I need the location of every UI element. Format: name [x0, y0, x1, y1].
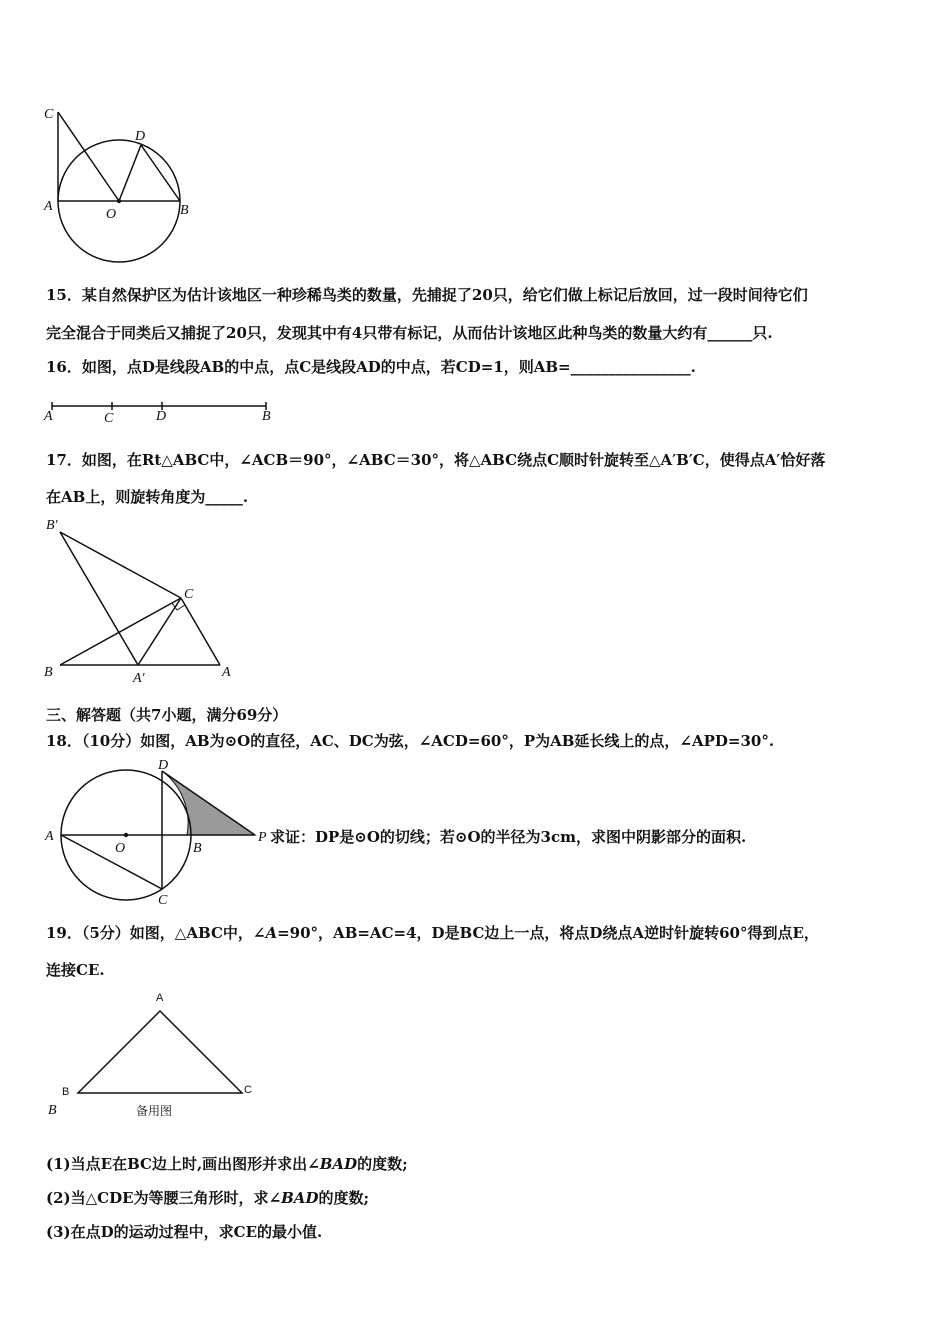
q19-text: 19．（5分）如图，△ABC中，	[46, 924, 253, 942]
segment-b-prime-c	[60, 532, 181, 598]
label-a: A	[44, 409, 53, 424]
figure-q18-circle	[40, 756, 280, 906]
q17-period: .	[242, 488, 249, 506]
figure-q19-triangle	[40, 985, 270, 1125]
q19-sub1-text: (1)当点E在BC边上时,画出图形并求出	[46, 1155, 308, 1173]
figure-q14-circle	[38, 100, 208, 270]
segment-od	[119, 145, 141, 201]
label-a: A	[45, 829, 54, 844]
q16-text	[46, 357, 696, 377]
label-d: D	[158, 758, 169, 773]
q19-sub1-angle: ∠BAD	[307, 1155, 358, 1173]
label-c: C	[184, 587, 194, 602]
section-heading: 三、解答题（共7小题，满分69分）	[46, 706, 288, 724]
label-b: B	[193, 841, 202, 856]
q17-line2	[46, 487, 248, 507]
q19-line1	[46, 923, 819, 943]
center-dot	[124, 833, 128, 837]
label-a-prime: A′	[133, 671, 145, 686]
q19-sub2	[46, 1188, 369, 1208]
q17-answer-blank[interactable]: _____	[205, 488, 243, 506]
q18-line2: 求证：DP是⊙O的切线；若⊙O的半径为3cm，求图中阴影部分的面积.	[270, 828, 747, 846]
label-c: C	[244, 1084, 252, 1096]
segment-db	[141, 145, 180, 201]
q16-period: .	[690, 358, 696, 376]
q19-sub3: (3)在点D的运动过程中，求CE的最小值.	[46, 1223, 323, 1241]
figure-q17-triangles	[38, 512, 248, 692]
q19-sub2-text: (2)当△CDE为等腰三角形时，求	[46, 1189, 269, 1207]
segment-c-a-prime	[138, 598, 181, 665]
q19-sub1	[46, 1154, 408, 1174]
label-a: A	[156, 992, 164, 1004]
label-b: B	[180, 203, 189, 218]
q15-text-end: 只.	[752, 324, 773, 342]
q17-text: 在AB上，则旋转角度为	[46, 488, 206, 506]
label-p: P	[258, 830, 267, 845]
q19-sub2-angle: ∠BAD	[268, 1189, 319, 1207]
label-c: C	[158, 893, 168, 908]
segment-bc	[60, 598, 181, 665]
label-b: B	[262, 409, 271, 424]
q15-line1: 15．某自然保护区为估计该地区一种珍稀鸟类的数量，先捕捉了20只，给它们做上标记后放回，过一段时间待它们	[46, 286, 808, 304]
segment-b-prime-a-prime	[60, 532, 138, 665]
q19-sub1-text-b: 的度数;	[357, 1155, 408, 1173]
label-b: B	[44, 665, 53, 680]
label-d: D	[156, 409, 167, 424]
segment-ac	[61, 835, 162, 889]
q18-line1: 18．（10分）如图，AB为⊙O的直径，AC、DC为弦，∠ACD=60°，P为AB延长线上的点，∠APD=30°.	[46, 732, 775, 750]
segment-ca	[181, 598, 220, 665]
label-c: C	[104, 411, 114, 426]
q15-line2	[46, 323, 773, 343]
label-o: O	[115, 841, 126, 856]
q15-answer-blank[interactable]: ______	[707, 324, 753, 342]
label-d: D	[135, 129, 146, 144]
label-a: A	[222, 665, 231, 680]
q19-sub2-text-b: 的度数;	[318, 1189, 370, 1207]
q17-line1: 17．如图，在Rt△ABC中，∠ACB＝90°，∠ABC＝30°，将△ABC绕点C顺时针旋转至△A′B′C，使得点A′恰好落	[46, 451, 826, 469]
label-a: A	[44, 199, 53, 214]
figure-caption: 备用图	[136, 1104, 173, 1118]
triangle-abc	[78, 1011, 242, 1093]
q16-answer-blank[interactable]: ________________	[570, 358, 691, 376]
label-b: B	[62, 1086, 70, 1098]
q16-question: 16．如图，点D是线段AB的中点，点C是线段AD的中点，若CD=1，则AB=	[46, 358, 571, 376]
q19-line2: 连接CE.	[46, 961, 105, 979]
label-o: O	[106, 207, 117, 222]
center-dot	[117, 199, 121, 203]
label-c: C	[44, 107, 54, 122]
segment-co	[58, 112, 119, 201]
q15-text: 完全混合于同类后又捕捉了20只，发现其中有4只带有标记，从而估计该地区此种鸟类的数量大约有	[46, 324, 708, 342]
q19-text-b: =90°，AB=AC=4，D是BC边上一点，将点D绕点A逆时针旋转60°得到点E，	[277, 924, 819, 942]
label-b-outer: B	[48, 1103, 57, 1118]
q19-angle: ∠A	[252, 924, 278, 942]
figure-q16-segment	[40, 398, 280, 428]
label-b-prime: B′	[46, 518, 58, 533]
